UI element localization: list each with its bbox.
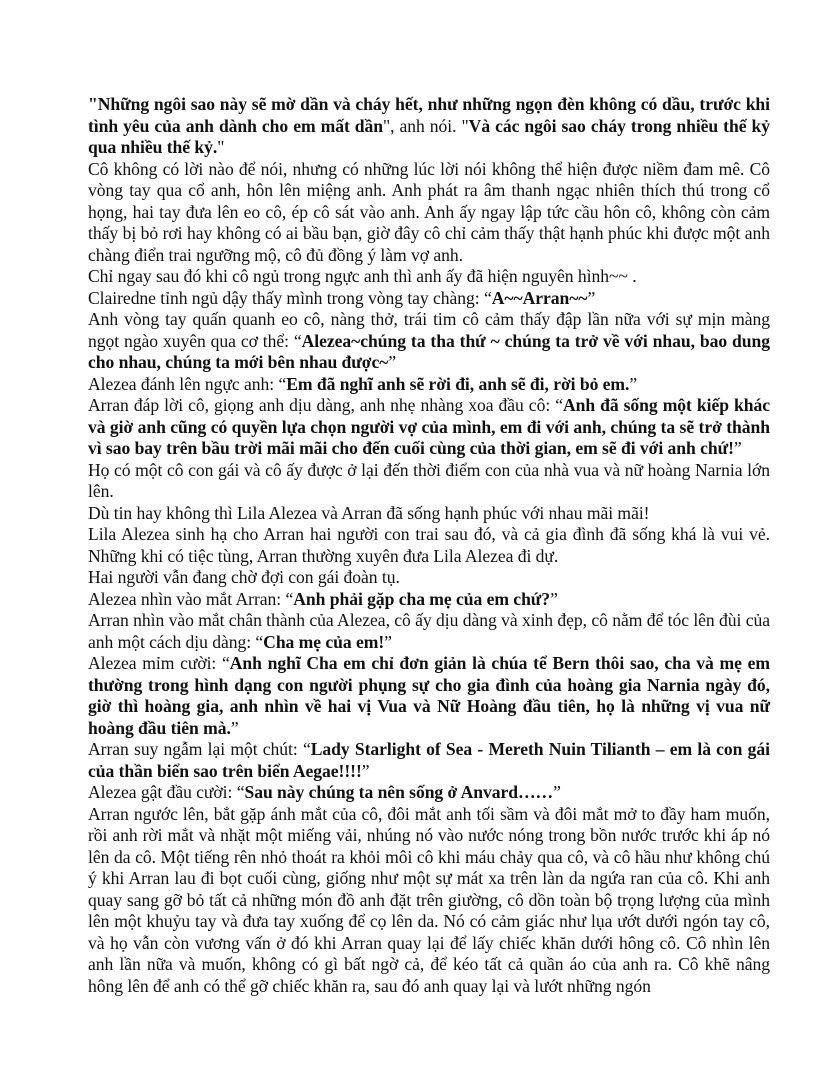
bold-text-run: Sau này chúng ta nên sống ở Anvard…… — [244, 782, 554, 802]
text-run: ", anh nói. " — [383, 115, 469, 136]
text-run: Alezea nhìn vào mắt Arran: “ — [88, 588, 294, 609]
text-run: Arran đáp lời cô, giọng anh dịu dàng, anh nhẹ nhàng xoa đầu cô: “ — [88, 395, 563, 415]
paragraph — [88, 804, 770, 998]
paragraph — [88, 503, 770, 525]
text-run: Dù tin hay không thì Lila Alezea và Arran đã sống hạnh phúc với nhau mãi mãi! — [88, 502, 650, 523]
paragraph — [88, 653, 770, 739]
paragraph — [88, 395, 770, 460]
bold-text-run: Lady Starlight of Sea - Mereth Nuin Tilianth – em là con gái của thần biển sao trên biển Aegae!!!! — [88, 739, 770, 781]
bold-text-run: Alezea~chúng ta tha thứ ~ chúng ta trở về với nhau, bao dung cho nhau, chúng ta mới bên nhau được~ — [88, 330, 771, 372]
text-run: ” — [388, 352, 397, 372]
paragraph — [88, 524, 770, 567]
text-run: Alezea đánh lên ngực anh: “ — [88, 373, 287, 394]
paragraph — [88, 94, 770, 159]
bold-text-run: Và các ngôi sao cháy trong nhiều thế kỷ qua nhiều thế kỷ. — [88, 115, 771, 157]
paragraph — [88, 567, 770, 589]
paragraph — [88, 739, 770, 782]
text-run: " — [217, 137, 225, 157]
bold-text-run: "Những ngôi sao này sẽ mờ dần và cháy hết, như những ngọn đèn không có dầu, trước khi tình yêu của anh dành cho em mất dần — [88, 94, 770, 136]
text-run: Arran nhìn vào mắt chân thành của Alezea, cô ấy dịu dàng và xinh đẹp, cô nằm để tóc lên đùi của anh một cách dịu dàng: “ — [88, 610, 770, 652]
text-run: Họ có một cô con gái và cô ấy được ở lại đến thời điểm con của nhà vua và nữ hoàng Narnia lớn lên. — [88, 459, 770, 501]
text-run: Chỉ ngay sau đó khi cô ngủ trong ngực anh thì anh ấy đã hiện nguyên hình~~ . — [88, 266, 637, 286]
bold-text-run: Anh đã sống một kiếp khác và giờ anh cũng có quyền lựa chọn người vợ của mình, em đi với anh, chúng ta sẽ trở thành vì sao bay trên bầu trời mãi mãi cho đến cuối cùng của thời gian, em sẽ đi với anh chứ! — [88, 395, 770, 458]
text-run: Anh vòng tay quấn quanh eo cô, nàng thở, trái tim cô cảm thấy đập lần nữa với sự mịn màng ngọt ngào xuyên qua cơ thể: “ — [88, 309, 770, 351]
text-run: Hai người vẫn đang chờ đợi con gái đoàn tụ. — [88, 567, 400, 587]
text-run: Alezea gật đầu cười: “ — [88, 782, 245, 802]
paragraph — [88, 374, 770, 396]
bold-text-run: Cha mẹ của em! — [263, 631, 385, 652]
text-run: Clairedne tỉnh ngủ dậy thấy mình trong vòng tay chàng: “ — [88, 287, 492, 308]
paragraph — [88, 309, 770, 374]
paragraph — [88, 266, 770, 288]
text-run: Cô không có lời nào để nói, nhưng có những lúc lời nói không thể hiện được niềm đam mê. Cô vòng tay qua cổ anh, hôn lên miệng anh. Anh phát ra âm thanh ngạc nhiên thích thú trong cổ họng, hai tay đưa lên eo cô, ép cô sát vào anh. Anh ấy ngay lập tức cầu hôn cô, không còn cảm thấy bị bỏ rơi hay không có ai bầu bạn, giờ đây cô chỉ cảm thấy thật hạnh phúc khi được một anh chàng điển trai ngưỡng mộ, cô đủ đồng ý làm vợ anh. — [88, 158, 770, 265]
text-run: Arran ngước lên, bắt gặp ánh mắt của cô, đôi mắt anh tối sầm và đôi mắt mở to đầy ham muốn, rồi anh rời mắt và nhặt một miếng vải, nhúng nó vào nước nóng trong bồn nước trước khi áp nó lên da cô. Một tiếng rên nhỏ thoát ra khỏi môi cô khi máu chảy qua cô, và cô hầu như không chú ý khi Arran lau đi bọt cuối cùng, giống như một sự mát xa trên làn da ngứa ran của cô. Khi anh quay sang gỡ bỏ tất cả những món đồ anh đặt trên giường, cô dồn toàn bộ trọng lượng của mình lên một khuỷu tay và đưa tay xuống để cọ lên da. Nó có cảm giác như lụa ướt dưới ngón tay cô, và họ vẫn còn vương vấn ở đó khi Arran quay lại để lấy chiếc khăn dưới hông cô. Cô nhìn lên anh lần nữa và muốn, không có gì bất ngờ cả, để kéo tất cả quần áo của anh ra. Cô khẽ nâng hông lên để anh có thể gỡ chiếc khăn ra, sau đó anh quay lại và lướt những ngón — [88, 803, 770, 996]
text-run: ” — [361, 760, 370, 781]
bold-text-run: Em đã nghĩ anh sẽ rời đi, anh sẽ đi, rời bỏ em. — [286, 373, 630, 394]
bold-text-run: Anh nghĩ Cha em chỉ đơn giản là chúa tể Bern thôi sao, cha và mẹ em thường trong hình dạng con người phụng sự cho gia đình của hoàng gia Narnia ngày đó, giờ thì hoàng gia, anh nhìn về hai vị Vua và Nữ Hoàng đầu tiên, họ là những vị vua nữ hoàng đầu tiên mà. — [88, 653, 770, 738]
text-run: Arran suy ngẫm lại một chút: “ — [88, 739, 311, 759]
text-run: Alezea mỉm cười: “ — [88, 653, 230, 673]
paragraph — [88, 589, 770, 611]
paragraph — [88, 610, 770, 653]
paragraph — [88, 159, 770, 267]
paragraph — [88, 782, 770, 804]
bold-text-run: A~~Arran~~ — [491, 287, 588, 308]
paragraph — [88, 460, 770, 503]
text-run: ” — [384, 631, 392, 652]
bold-text-run: Anh phải gặp cha mẹ của em chứ? — [293, 588, 551, 609]
text-run: ” — [587, 287, 596, 308]
text-run: ” — [629, 373, 638, 394]
text-run: ” — [550, 588, 558, 609]
paragraph — [88, 288, 770, 310]
text-run: ” — [553, 782, 561, 802]
text-run: ” — [230, 717, 239, 738]
text-run: Lila Alezea sinh hạ cho Arran hai người con trai sau đó, và cả gia đình đã sống khá là vui vẻ. Những khi có tiệc tùng, Arran thường xuyên đưa Lila Alezea đi dự. — [88, 524, 770, 566]
story-text — [88, 94, 770, 997]
text-run: ” — [733, 438, 742, 458]
